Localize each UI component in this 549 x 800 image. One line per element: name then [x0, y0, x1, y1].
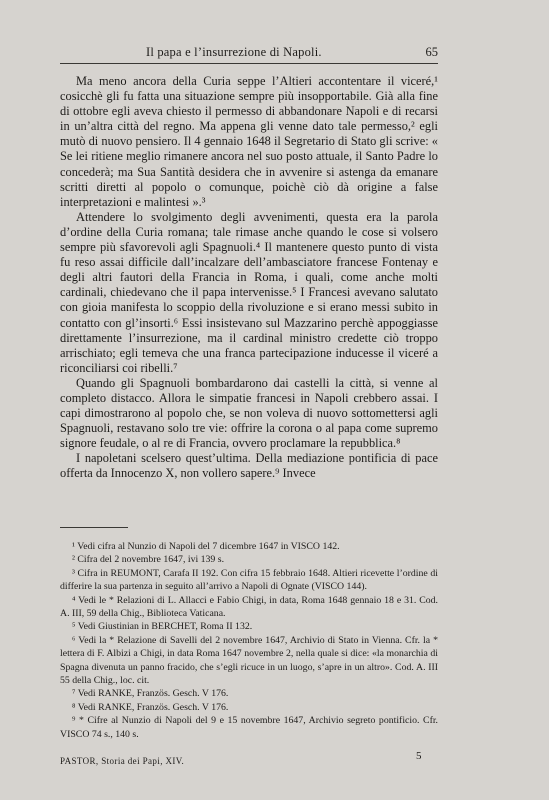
signature-mark: 5: [416, 750, 422, 762]
footnotes: [60, 540, 438, 741]
footnote: ¹ Vedi cifra al Nunzio di Napoli del 7 dicembre 1647 in VISCO 142.: [72, 541, 340, 552]
page-number: 65: [425, 45, 438, 59]
footnote: ⁴ Vedi le * Relazioni di L. Allacci e Fabio Chigi, in data, Roma 1648 gennaio 18 e 31. Cod. A. III, 59 della Chig., Biblioteca Vaticana.: [60, 594, 438, 620]
footnote-rule: [60, 527, 128, 528]
body-text: [60, 74, 438, 482]
footnote: ³ Cifra in REUMONT, Carafa II 192. Con cifra 15 febbraio 1648. Altieri ricevette l’ordine di differire la sua partenza in seguito all’arrivo a Napoli di Ognate (VISCO 144).: [60, 567, 438, 593]
running-head: [60, 45, 438, 61]
header-rule: [60, 63, 438, 64]
running-head-title: Il papa e l’insurrezione di Napoli.: [146, 45, 322, 59]
footnote: ⁷ Vedi RANKE, Französ. Gesch. V 176.: [72, 688, 229, 700]
paragraph: Ma meno ancora della Curia seppe l’Altieri accontentare il viceré,¹ cosicchè gli fu fatta una situazione sempre più insopportabile. Già alla fine di ottobre egli aveva chiesto il permesso di abbandonare Napoli e di recarsi in un’altra città del regno. Ma appena gli venne dato tale permesso,² egli mutò di nuovo pensiero. Il 4 gennaio 1648 il Segretario di Stato gli scrive: « Se lei ritiene meglio rimanere ancora nel suo posto attuale, il Santo Padre lo concederà; ma Sua Santità desidera che in avvenire si astenga da emanare scritti diretti al popolo o comunque, poichè ciò dà origine a false interpretazioni e malintesi ».³: [60, 74, 438, 209]
paragraph: I napoletani scelsero quest’ultima. Della mediazione pontificia di pace offerta da Innocenzo X, non vollero sapere.⁹ Invece: [60, 451, 438, 481]
footnote: ⁶ Vedi la * Relazione di Savelli del 2 novembre 1647, Archivio di Stato in Vienna. Cfr. la * lettera di F. Albizi a Chigi, in data Roma 1647 novembre 2, nella quale si dice: «la monarchia di Spagna divenuta un panno fracido, che s’egli ricuce in un luogo, s’apre in un altro». Cod. A. III 55 della Chig., loc. cit.: [60, 634, 438, 687]
paragraph: Quando gli Spagnuoli bombardarono dai castelli la città, si venne al completo distacco. Allora le simpatie francesi in Napoli crebbero assai. I capi dimostrarono al popolo che, se non voleva di nuovo sottomettersi agli Spagnuoli, restavano solo tre vie: offrire la corona o al papa come supremo signore feudale, o al re di Francia, ovvero proclamare la repubblica.⁸: [60, 375, 438, 451]
footnote: ² Cifra del 2 novembre 1647, ivi 139 s.: [72, 554, 225, 566]
paragraph: Attendere lo svolgimento degli avvenimenti, questa era la parola d’ordine della Curia romana; tale rimase anche quando le cose si volsero sempre più sfavorevoli agli Spagnuoli.⁴ Il mantenere questo punto di vista fu reso assai difficile dall’incalzare dell’ambasciatore francese Fontenay e degli altri fautori della Francia in Roma, i quali, come anche molti cardinali, chiedevano che il papa intervenisse.⁵ I Francesi avevano salutato con gioia manifesta lo scoppio della rivoluzione e si erano messi subito in contatto con gl’insorti.⁶ Essi insistevano sul Mazzarino perchè appoggiasse direttamente l’insurrezione, ma il cardinal ministro credette ciò troppo arrischiato; egli temeva che una franca partecipazione inducesse il viceré a riconciliarsi coi ribelli.⁷: [60, 209, 438, 375]
footnote: ⁹ * Cifre al Nunzio di Napoli del 9 e 15 novembre 1647, Archivio segreto pontificio. Cfr. VISCO 74 s., 140 s.: [60, 715, 438, 740]
footer-citation: PASTOR, Storia dei Papi, XIV.: [60, 756, 185, 766]
footnote: ⁵ Vedi Giustinian in BERCHET, Roma II 132.: [72, 621, 253, 633]
footnote: ⁸ Vedi RANKE, Französ. Gesch. V 176.: [72, 701, 229, 713]
